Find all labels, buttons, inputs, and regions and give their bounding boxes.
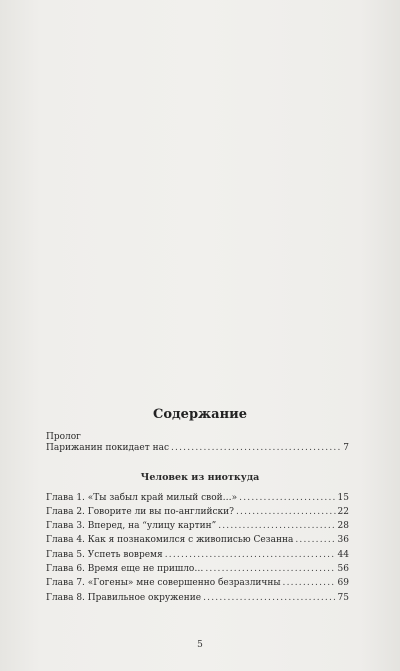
dot-leader (165, 549, 336, 562)
toc-entry-chapter-4 (46, 534, 349, 547)
toc-entry-title: Глава 2. Говорите ли вы по-английски? (46, 507, 234, 517)
dot-leader (239, 492, 335, 505)
dot-leader (218, 520, 335, 533)
toc-entry-title: Парижанин покидает нас (46, 443, 169, 453)
toc-entry-page: 28 (337, 521, 349, 531)
toc-entry-page: 56 (337, 564, 349, 574)
toc-entry-chapter-8 (46, 592, 349, 605)
dot-leader (203, 592, 335, 605)
toc-entry-title: Глава 4. Как я познакомился с живописью Сезанна (46, 535, 294, 545)
toc-entry-chapter-7 (46, 577, 349, 590)
toc-entry-title: Глава 5. Успеть вовремя (46, 550, 163, 560)
toc-entry-title: Глава 3. Вперед, на “улицу картин” (46, 521, 217, 531)
dot-leader (236, 506, 336, 519)
dot-leader (171, 442, 341, 455)
toc-entry-chapter-6 (46, 563, 349, 576)
toc-entry-chapter-3 (46, 520, 349, 533)
toc-entry-prolog (46, 442, 349, 455)
toc-entry-title: Глава 7. «Гогены» мне совершенно безразличны (46, 578, 281, 588)
toc-entry-page: 44 (337, 550, 349, 560)
prolog-label: Пролог (46, 432, 81, 442)
toc-entry-title: Глава 8. Правильное окружение (46, 593, 202, 603)
toc-entry-page: 15 (337, 493, 349, 503)
toc-entry-page: 36 (337, 535, 349, 545)
toc-entry-page: 69 (337, 578, 349, 588)
toc-entry-chapter-5 (46, 549, 349, 562)
toc-entry-page: 22 (337, 507, 349, 517)
toc-entry-chapter-2 (46, 506, 349, 519)
toc-entry-page: 7 (343, 443, 349, 453)
section-title: Человек из ниоткуда (140, 472, 260, 483)
page-number: 5 (197, 640, 203, 650)
dot-leader (295, 534, 335, 547)
contents-title: Содержание (152, 407, 248, 422)
dot-leader (283, 577, 336, 590)
dot-leader (205, 563, 335, 576)
toc-entry-page: 75 (337, 593, 349, 603)
toc-entry-title: Глава 6. Время еще не пришло… (46, 564, 204, 574)
toc-entry-chapter-1 (46, 492, 349, 505)
toc-entry-title: Глава 1. «Ты забыл край милый свой…» (46, 493, 238, 503)
